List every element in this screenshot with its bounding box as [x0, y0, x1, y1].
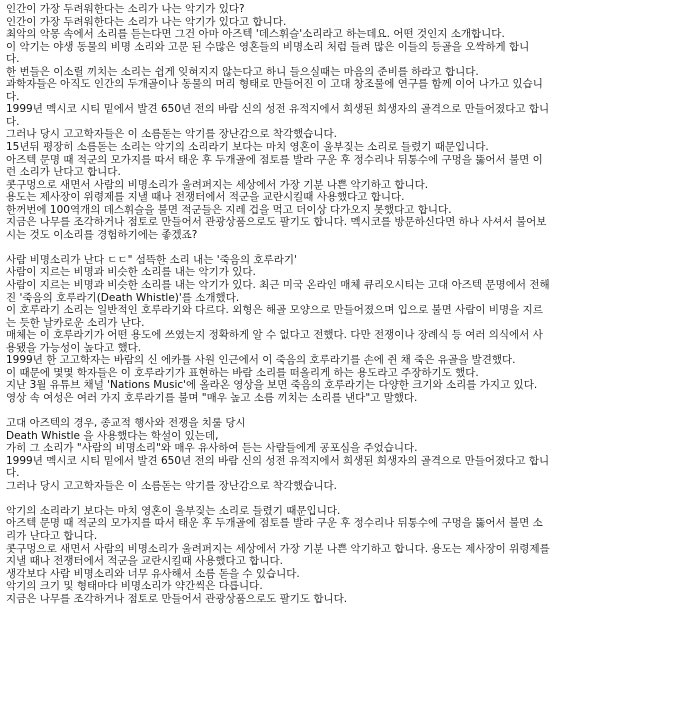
text-line: 다.	[6, 90, 20, 103]
text-line: 아즈텍 문명 때 적군의 모가지를 따서 태운 후 두개골에 점토를 발라 구운 후 정수리나 뒤통수에 구멍을 뚫어서 불면 소	[6, 517, 543, 530]
text-line: 인간이 가장 두려워한다는 소리가 나는 악기가 있다?	[6, 3, 245, 15]
text-line: 다.	[6, 467, 20, 480]
blank-line	[6, 241, 694, 254]
text-line: Death Whistle 을 사용했다는 학설이 있는데,	[6, 429, 219, 442]
text-line: 인간이 가장 두려워한다는 소리가 나는 악기가 있다고 합니다.	[6, 15, 287, 28]
text-line: 생각보다 사람 비명소리와 너무 유사해서 소름 돋을 수 있습니다.	[6, 567, 300, 580]
text-line: 다.	[6, 115, 20, 128]
text-line: 1999년 멕시코 시티 밑에서 발견 650년 전의 바람 신의 성전 유적지에서 희생된 희생자의 골격으로 만들어졌다고 합니	[6, 454, 550, 467]
text-line: 악기의 소리라기 보다는 마치 영혼이 울부짖는 소리로 들렸기 때문입니다.	[6, 504, 341, 517]
text-line: 이 호루라기 소리는 일반적인 호루라기와 다르다. 외형은 해골 모양으로 만들어졌으며 입으로 불면 사람이 비명을 지르	[6, 304, 543, 317]
text-line: 는 듯한 날카로운 소리가 난다.	[6, 316, 145, 329]
text-line: 지난 3월 유튜브 채널 'Nations Music'에 올라온 영상을 보면 죽음의 호루라기는 다양한 크기와 소리를 가지고 있다.	[6, 379, 538, 392]
text-line: 런 소리가 난다고 합니다.	[6, 166, 121, 179]
text-line: 15년뒤 평장히 소름돋는 소리는 악기의 소리라기 보다는 마치 영혼이 울부짖는 소리로 들렸기 때문입니다.	[6, 141, 489, 154]
text-line: 지낼 때나 전쟁터에서 적군을 교란시킬때 사용했다고 합니다.	[6, 555, 283, 568]
text-line: 과학자들은 아직도 인간의 두개골이나 동물의 머리 형태로 만들어진 이 고대 창조물에 연구를 함께 이어 나가고 있습니	[6, 78, 543, 91]
text-line: 최악의 악몽 속에서 소리를 듣는다면 그건 아마 아즈텍 '데스휘슬'소리라고 하는데요. 어떤 것인지 소개합니다.	[6, 28, 505, 41]
text-line: 지금은 나무를 조각하거나 점토로 만들어서 관광상품으로도 팔기도 합니다. 멕시코를 방문하신다면 하나 사셔서 불어보	[6, 216, 547, 229]
text-line: 사람이 지르는 비명과 비슷한 소리를 내는 악기가 있다. 최근 미국 온라인 매체 큐리오시티는 고대 아즈텍 문명에서 전해	[6, 279, 550, 292]
text-line: 사람 비명소리가 난다 ㄷㄷ" 섬뜩한 소리 내는 '죽음의 호루라기'	[6, 253, 297, 266]
text-line: 용도는 제사장이 위령제를 지낼 때나 전쟁터에서 적군을 교란시킬때 사용했다고 합니다.	[6, 191, 405, 204]
text-line: 그러나 당시 고고학자들은 이 소름돋는 악기를 장난감으로 착각했습니다.	[6, 128, 337, 141]
text-line: 진 '죽음의 호루라기(Death Whistle)'를 소개했다.	[6, 291, 240, 304]
text-line: 1999년 멕시코 시티 밑에서 발견 650년 전의 바람 신의 성전 유적지에서 희생된 희생자의 골격으로 만들어졌다고 합니	[6, 103, 550, 116]
text-line: 1999년 한 고고학자는 바람의 신 에카틀 사원 인근에서 이 죽음의 호루라기를 손에 쥔 채 죽은 유골을 발견했다.	[6, 354, 516, 367]
text-line: 콧구멍으로 새면서 사람의 비명소리가 울려퍼지는 세상에서 가장 기분 나쁜 악기하고 합니다.	[6, 178, 429, 191]
text-line: 사람이 지르는 비명과 비슷한 소리를 내는 악기가 있다.	[6, 266, 256, 279]
text-line: 고대 아즈텍의 경우, 종교적 행사와 전쟁을 치룰 당시	[6, 417, 246, 430]
blank-line	[6, 405, 694, 418]
text-line: 지금은 나무를 조각하거나 점토로 만들어서 관광상품으로도 팔기도 합니다.	[6, 592, 348, 605]
text-line: 다.	[6, 53, 20, 66]
text-line: 매체는 이 호루라기가 어떤 용도에 쓰였는지 정확하게 알 수 없다고 전했다. 다만 전쟁이나 장례식 등 여러 의식에서 사	[6, 329, 543, 342]
text-line: 가히 그 소리가 "사람의 비명소리"와 매우 유사하여 듣는 사람들에게 공포심을 주었습니다.	[6, 442, 418, 455]
text-line: 악기의 크기 및 형태마다 비명소리가 약간씩은 다릅니다.	[6, 580, 263, 593]
text-line: 한꺼번에 100역개의 데스휘슬을 불면 적군들은 지레 겁을 먹고 더이상 다가오지 못했다고 합니다.	[6, 203, 452, 216]
text-line: 이 때문에 몇몇 학자들은 이 호루라기가 표현하는 바람 소리를 떠올리게 하는 용도라고 주장하기도 했다.	[6, 366, 479, 379]
text-line: 영상 속 여성은 여러 가지 호루라기를 불며 "매우 높고 소름 끼치는 소리를 낸다"고 말했다.	[6, 391, 418, 404]
text-line: 이 악기는 야생 동물의 비명 소리와 고문 된 수많은 영혼들의 비명소리 처럼 들려 많은 이들의 등골을 오싹하게 합니	[6, 40, 530, 53]
text-line: 한 번들은 이소릴 끼치는 소리는 쉽게 잊혀지지 않는다고 하니 들으실때는 마음의 준비를 하라고 합니다.	[6, 65, 479, 78]
text-line: 용됐을 가능성이 높다고 했다.	[6, 341, 142, 354]
blank-line	[6, 492, 694, 505]
text-line: 리가 난다고 합니다.	[6, 529, 98, 542]
text-line: 그러나 당시 고고학자들은 이 소름돋는 악기를 장난감으로 착각했습니다.	[6, 479, 337, 492]
text-line: 콧구멍으로 새면서 사람의 비명소리가 울려퍼지는 세상에서 가장 기분 나쁜 악기하고 합니다. 용도는 제사장이 위령제를	[6, 542, 550, 555]
text-line: 아즈텍 문명 때 적군의 모가지를 따서 태운 후 두개골에 점토를 발라 구운 후 정수리나 뒤통수에 구멍을 뚫어서 불면 이	[6, 153, 543, 166]
text-line: 시는 것도 이소리를 경험하기에는 좋겠죠?	[6, 228, 198, 241]
